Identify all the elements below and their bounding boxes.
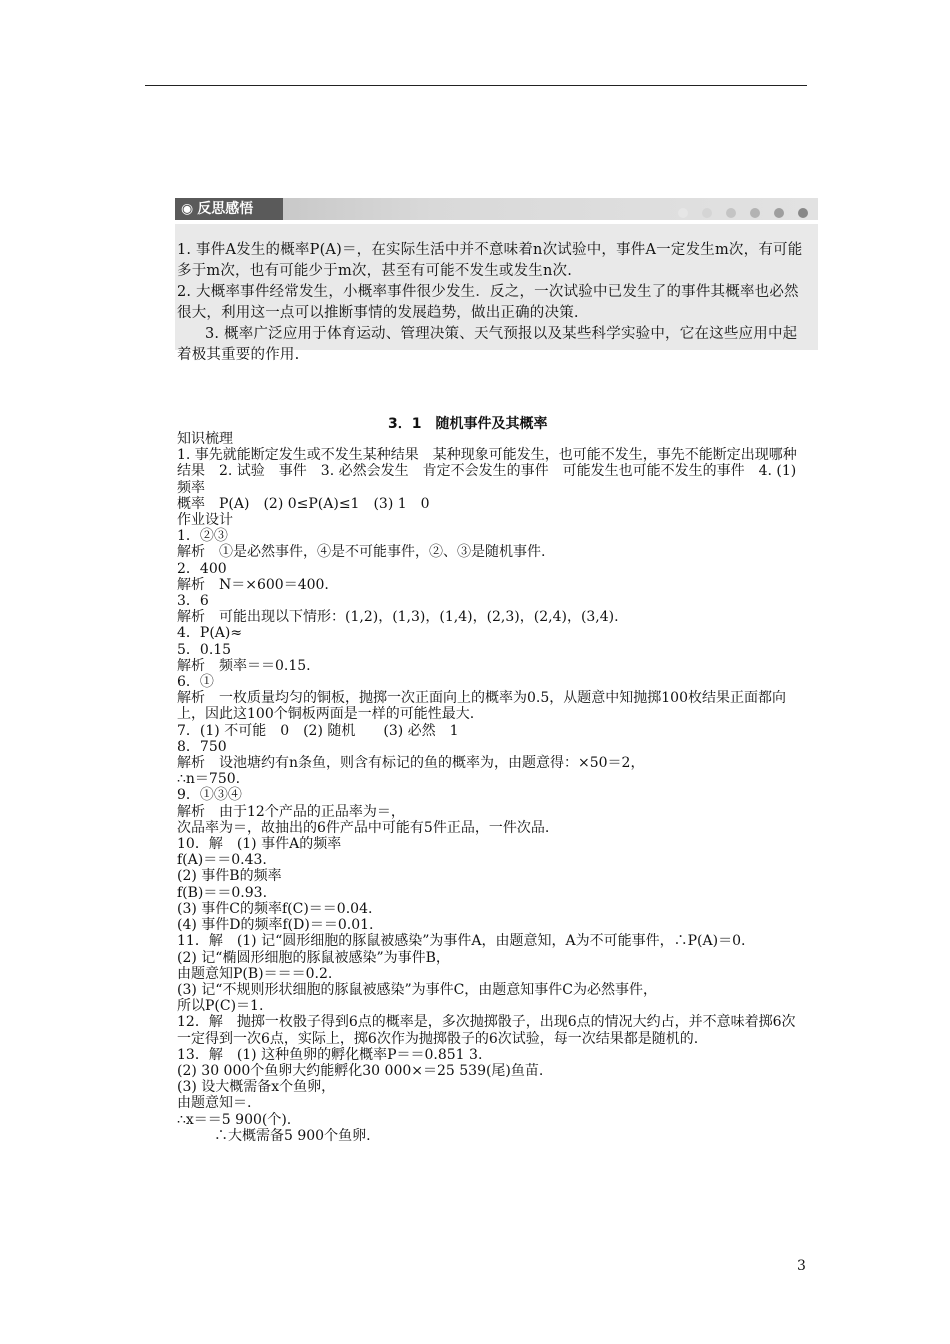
content-line: 7．(1) 不可能 0 (2) 随机 (3) 必然 1 [177,722,459,739]
content-line: 所以P(C)＝1. [177,998,264,1015]
content-line: 概率 P(A) (2) 0≤P(A)≤1 (3) 1 0 [177,495,430,512]
content-line: 解析 可能出现以下情形：(1,2)，(1,3)，(1,4)，(2,3)，(2,4)，(3,4). [177,609,619,626]
content-line: 解析 由于12个产品的正品率为＝， [177,803,405,820]
content-line: ∴n＝750. [177,771,241,788]
content-line: 知识梳理 [177,431,233,447]
content-line: (3) 记“不规则形状细胞的豚鼠被感染”为事件C，由题意知事件C为必然事件， [177,981,658,998]
reflection-paragraph: 2. 大概率事件经常发生，小概率事件很少发生．反之，一次试验中已发生了的事件其概率也必然很大，利用这一点可以推断事情的发展趋势，做出正确的决策. [177,284,799,321]
content-line: 8．750 [177,738,227,755]
content-line: 由题意知P(B)＝＝＝0.2. [177,965,333,982]
reflection-header-bar [175,198,818,220]
dot-icon [678,208,688,218]
content-line: 5．0.15 [177,641,232,658]
dot-icon [702,208,712,218]
reflection-paragraph: 1. 事件A发生的概率P(A)＝，在实际生活中并不意味着n次试验中，事件A一定发生m次，有可能多于m次，也有可能少于m次，甚至有可能不发生或发生n次. [177,242,803,279]
content-line: 4．P(A)≈ [177,625,243,642]
content-line: 2．400 [177,560,227,577]
content-line: 解析 N＝×600＝400. [177,576,329,593]
section-title: 3．1 随机事件及其概率 [388,416,548,432]
content-line: 解析 设池塘约有n条鱼，则含有标记的鱼的概率为，由题意得：×50＝2， [177,755,645,772]
content-line: f(B)＝＝0.93. [177,884,268,901]
reflection-label: 反思感悟 [197,201,254,217]
content-line: 1. 事先就能断定发生或不发生某种结果 某种现象可能发生，也可能不发生，事先不能断定出现哪种结果 2. 试验 事件 3. 必然会发生 肯定不会发生的事件 可能发生也可能不发生的事件 4. (1) 频率 [177,447,801,496]
content-line: 6．① [177,674,214,691]
content-line: 9．①③④ [177,787,242,804]
content-line: (4) 事件D的频率f(D)＝＝0.01. [177,917,374,934]
content-line: 解析 频率＝＝0.15. [177,657,311,674]
content-line: (3) 设大概需备x个鱼卵， [177,1079,336,1096]
content-line: (3) 事件C的频率f(C)＝＝0.04. [177,900,373,917]
header-rule [145,85,807,86]
dot-icon [726,208,736,218]
decorative-dots [669,203,808,215]
content-line: ∴x＝＝5 900(个). [177,1111,292,1128]
content-line: 11．解 (1) 记“圆形细胞的豚鼠被感染”为事件A，由题意知，A为不可能事件，∴P(A)＝0. [177,933,746,950]
content-line: f(A)＝＝0.43. [177,852,267,869]
reflection-box [175,198,818,363]
content-line: 10．解 (1) 事件A的频率 [177,836,342,853]
content-line: 解析 ①是必然事件，④是不可能事件，②、③是随机事件. [177,544,546,561]
content-line: (2) 事件B的频率 [177,868,282,885]
dot-icon [798,208,808,218]
dot-icon [750,208,760,218]
content-line: 12．解 抛掷一枚骰子得到6点的概率是，多次抛掷骰子，出现6点的情况大约占，并不意味着掷6次一定得到一次6点，实际上，掷6次作为抛掷骰子的6次试验，每一次结果都是随机的. [177,1014,796,1047]
content-line: ∴大概需备5 900个鱼卵. [214,1127,371,1144]
reflection-text [177,240,807,366]
content-line: 3．6 [177,593,209,610]
content-line: 解析 一枚质量均匀的铜板，抛掷一次正面向上的概率为0.5，从题意中知抛掷100枚结果正面都向上，因此这100个铜板两面是一样的可能性最大. [177,690,786,723]
dot-icon [774,208,784,218]
content-line: 由题意知＝. [177,1095,252,1112]
content-line: (2) 30 000个鱼卵大约能孵化30 000×＝25 539(尾)鱼苗. [177,1062,544,1079]
content-line: 次品率为＝，故抽出的6件产品中可能有5件正品，一件次品. [177,819,550,836]
reflection-tag [175,198,283,220]
reflection-paragraph: 3. 概率广泛应用于体育运动、管理决策、天气预报以及某些科学实验中，它在这些应用中起着极其重要的作用. [177,326,798,363]
content-line: (2) 记“椭圆形细胞的豚鼠被感染”为事件B， [177,949,450,966]
content-line: 1．②③ [177,528,228,545]
page-number: 3 [797,1258,806,1274]
content-line: 13．解 (1) 这种鱼卵的孵化概率P＝＝0.851 3. [177,1046,483,1063]
content-line: 作业设计 [177,512,233,529]
answer-content [177,431,809,1144]
circle-dot-icon: ◉ [181,201,194,217]
